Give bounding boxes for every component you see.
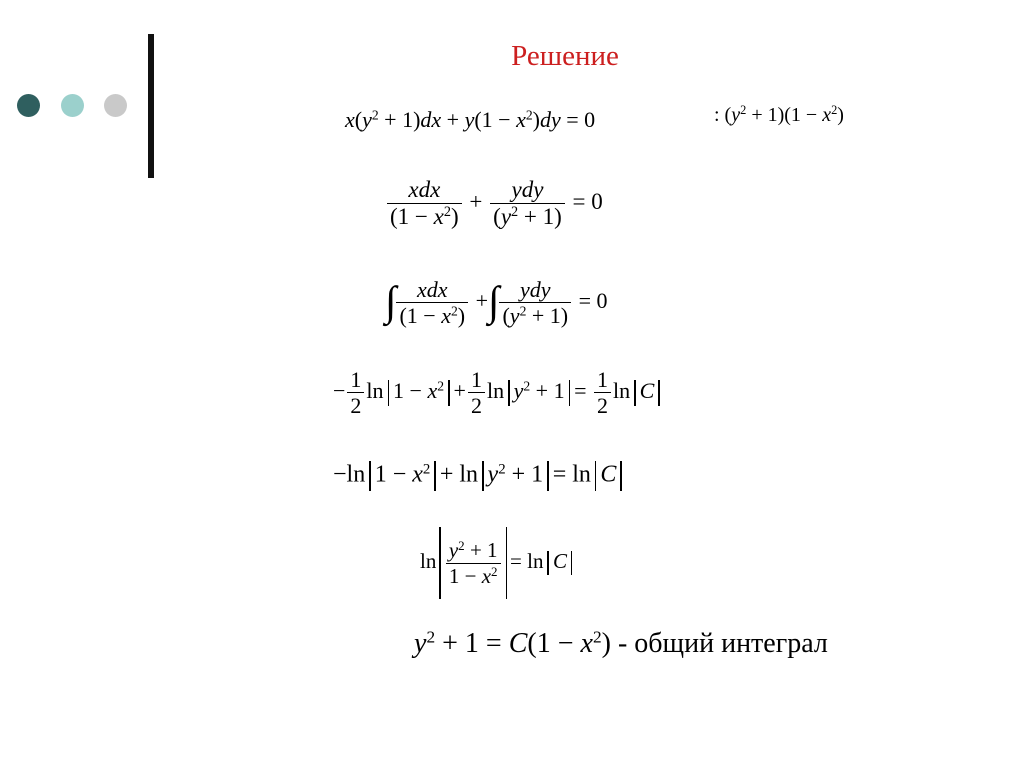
equation-general-integral: $y^2 + 1 = C(1 - x^2)$ - общий интеграл (414, 627, 828, 659)
equation-integrals: ∫ $\frac{\text{xdx}}{(1 - x^2)}$ +∫ $\frac{\text{ydy}}{(y^2 + 1)}$ = 0 (385, 277, 608, 329)
decor-dot-teal (61, 94, 84, 117)
decor-dot-gray (104, 94, 127, 117)
decor-dot-dark (17, 94, 40, 117)
equation-divider-note: : $(y^2 + 1)(1 - x^2)$ (714, 103, 844, 126)
slide-title: Решение (511, 40, 619, 72)
general-integral-label: - общий интеграл (617, 628, 828, 659)
equation-differential: $x(y^2 + 1)dx + y(1 - x^2)dy = 0$ (345, 107, 596, 132)
equation-log-halves: − $\frac{1}{2}$ $\ln 1 - x^2$ + $\frac{1}{2}$ $\ln y^2 + 1$ = $\frac{1}{2}$ ln C (333, 367, 664, 419)
equation-log-simplified: −ln $1 - x^2 + \ln y^2 + 1 = \ln C$ (333, 461, 626, 491)
equation-separated: $\frac{\text{xdx}}{(1 - x^2)}$ + $\frac{\text{ydy}}{(y^2 + 1)}$ = 0 (385, 177, 603, 231)
equation-log-fraction: ln $\frac{y^2 + 1}{1 - x^2}$ = ln C (420, 527, 576, 599)
